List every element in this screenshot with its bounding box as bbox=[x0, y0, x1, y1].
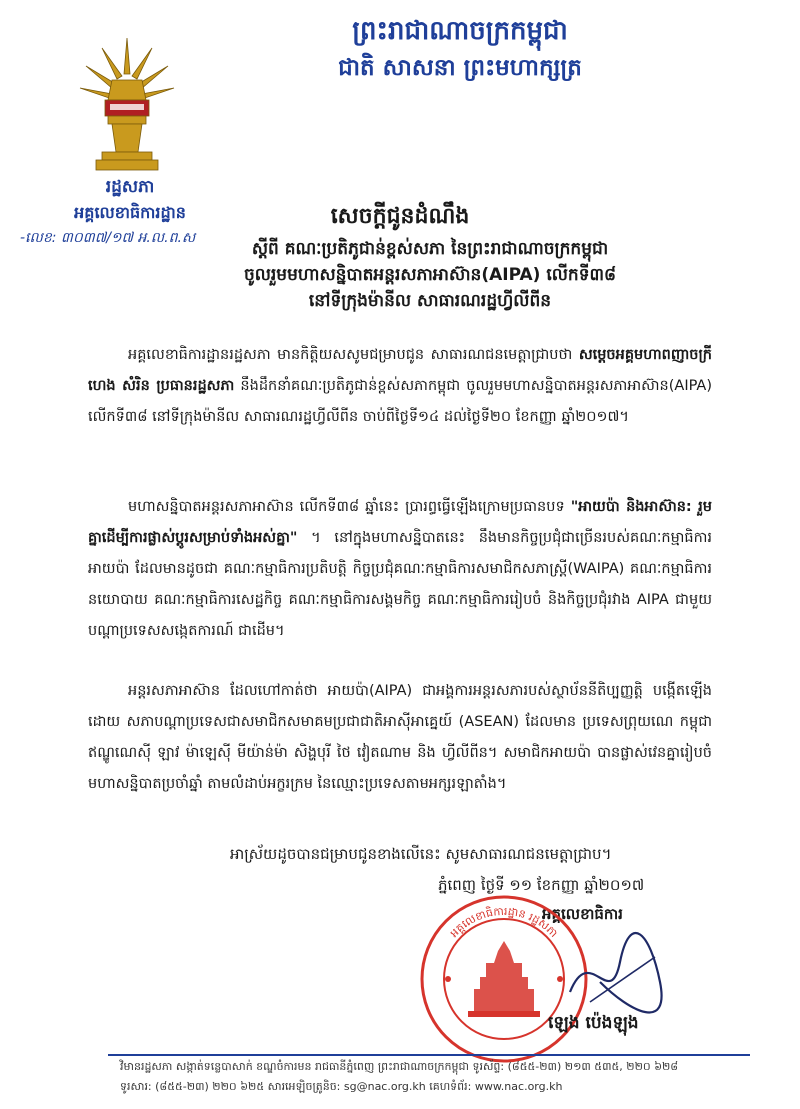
closing-statement: អាស្រ័យដូចបានជម្រាបជូនខាងលើនេះ សូមសាធារណជនមេត្តាជ្រាប។ bbox=[230, 845, 612, 863]
document-title: សេចក្ដីជូនដំណឹង bbox=[330, 204, 470, 229]
body-paragraph-3: អន្តរសភាអាស៊ាន ដែលហៅកាត់ថា អាយប៉ា(AIPA) ជាអង្គការអន្តរសភារបស់ស្ថាប័ននីតិប្បញ្ញត្តិ បង្កើតឡើងដោយ សភាបណ្ដាប្រទេសជាសមាជិកសមាគមប្រជាជាតិអាស៊ីអាគ្នេយ៍ (ASEAN) ដែលមាន ប្រទេសព្រុយណេ កម្ពុជា ឥណ្ឌូណេស៊ី ឡាវ ម៉ាឡេស៊ី មីយ៉ាន់ម៉ា សិង្ហបុរី ថៃ វៀតណាម និង ហ្វីលីពីន។ សមាជិកអាយប៉ា បានផ្លាស់វេនគ្នារៀបចំមហាសន្និបាតប្រចាំឆ្នាំ តាមលំដាប់អក្ខរក្រម នៃឈ្មោះប្រទេសតាមអក្សរឡាតាំង។ bbox=[88, 683, 712, 792]
national-emblem-icon bbox=[72, 34, 182, 176]
p1-intro: អគ្គលេខាធិការដ្ឋានរដ្ឋសភា មានកិត្តិយសសូមជម្រាបជូន សាធារណជនមេត្តាជ្រាបថា bbox=[128, 347, 573, 363]
body-paragraph-1 bbox=[88, 340, 712, 433]
motto-heading: ជាតិ សាសនា ព្រះមហាក្សត្រ bbox=[338, 55, 582, 81]
kingdom-heading: ព្រះរាជាណាចក្រកម្ពុជា bbox=[352, 16, 568, 46]
signatory-title: អគ្គលេខាធិការ bbox=[542, 905, 623, 923]
p1-details: នឹងដឹកនាំគណៈប្រតិភូជាន់ខ្ពស់សភាកម្ពុជា ចូលរួមមហាសន្និបាតអន្តរសភាអាស៊ាន(AIPA) លើកទី៣៨ នៅទីក្រុងម៉ានីល សាធារណរដ្ឋហ្វីលីពីន ចាប់ពីថ្ងៃទី១៤ ដល់ថ្ងៃទី២០ ខែកញ្ញា ឆ្នាំ២០១៧។ bbox=[88, 378, 713, 425]
footer-divider bbox=[108, 1054, 750, 1056]
p2-intro: មហាសន្និបាតអន្តរសភាអាស៊ាន លើកទី៣៨ ឆ្នាំនេះ ប្រារព្ធធ្វើឡើងក្រោមប្រធានបទ bbox=[128, 499, 571, 515]
subject-line-1: ស្ដីពី គណៈប្រតិភូជាន់ខ្ពស់សភា នៃព្រះរាជាណាចក្រកម្ពុជា bbox=[251, 239, 609, 259]
sender-org-department: អគ្គលេខាធិការដ្ឋាន bbox=[74, 203, 186, 222]
footer-address: វិមានរដ្ឋសភា សង្កាត់ទន្លេបាសាក់ ខណ្ឌចំការមន រាជធានីភ្នំពេញ ព្រះរាជាណាចក្រកម្ពុជា ទូរស័ព្ទ: (៨៥៥-២៣) ២១៣ ៥៣៥, ២២០ ៦២៨ bbox=[120, 1060, 679, 1073]
signatory-name: ឡេង ប៉េងឡុង bbox=[548, 1013, 639, 1033]
p2-theme: "អាយប៉ា និងអាស៊ាន: រួមគ្នាដើម្បីការផ្លាស់ប្ដូរសម្រាប់ទាំងអស់គ្នា" bbox=[88, 499, 712, 546]
subject-line-3: នៅទីក្រុងម៉ានីល សាធារណរដ្ឋហ្វីលីពីន bbox=[308, 291, 552, 311]
p1-leader: សម្ដេចអគ្គមហាពញាចក្រី ហេង សំរិន ប្រធានរដ្ឋសភា bbox=[88, 347, 712, 394]
reference-number: -លេខ: ៣០៣៧/១៧ អ.ល.ព.ស bbox=[20, 230, 196, 246]
sender-org-name: រដ្ឋសភា bbox=[105, 177, 155, 197]
subject-line-2: ចូលរួមមហាសន្និបាតអន្តរសភាអាស៊ាន(AIPA) លើកទី៣៨ bbox=[243, 265, 617, 285]
handwritten-signature-icon bbox=[560, 922, 680, 1022]
p2-details: ។ នៅក្នុងមហាសន្និបាតនេះ នឹងមានកិច្ចប្រជុំជាច្រើនរបស់គណៈកម្មាធិការអាយប៉ា ដែលមានដូចជា គណៈកម្មាធិការប្រតិបត្តិ កិច្ចប្រជុំគណៈកម្មាធិការសមាជិកសភាស្ត្រី(WAIPA) គណៈកម្មាធិការនយោបាយ គណៈកម្មាធិការសេដ្ឋកិច្ច គណៈកម្មាធិការសង្គមកិច្ច គណៈកម្មាធិការរៀបចំ និងកិច្ចប្រជុំរវាង AIPA ជាមួយបណ្ដាប្រទេសសង្កេតការណ៍ ជាដើម។ bbox=[88, 530, 712, 639]
footer-contact: ទូរសារ: (៨៥៥-២៣) ២២០ ៦២៥ សារអេឡិចត្រូនិច: sg@nac.org.kh គេហទំព័រ: www.nac.org.kh bbox=[120, 1080, 563, 1093]
seal-text: អគ្គលេខាធិការដ្ឋាន រដ្ឋសភា bbox=[447, 904, 561, 940]
date-line: ភ្នំពេញ ថ្ងៃទី ១១ ខែកញ្ញា ឆ្នាំ២០១៧ bbox=[438, 876, 645, 894]
body-paragraph-2 bbox=[88, 492, 712, 647]
